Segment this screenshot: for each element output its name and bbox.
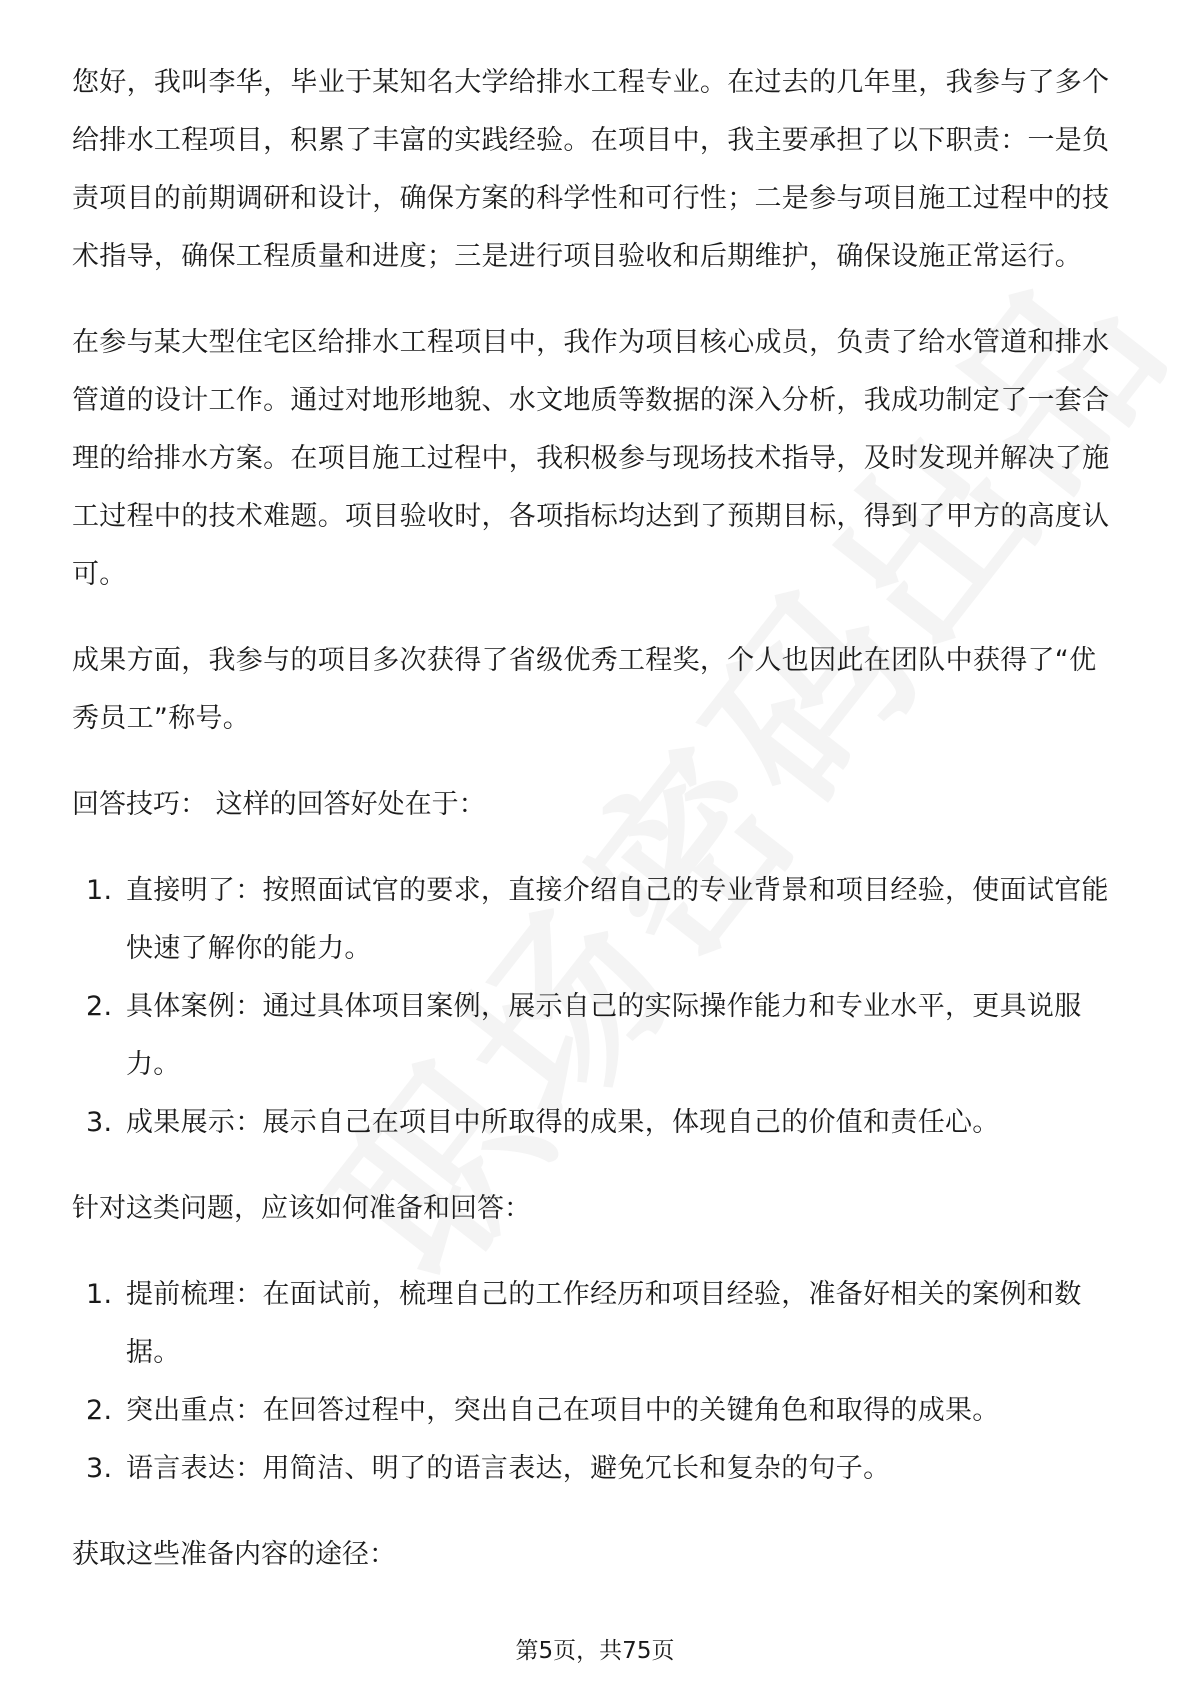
- tips-heading: 回答技巧： 这样的回答好处在于：: [72, 789, 486, 820]
- list-item-text: 语言表达：用简洁、明了的语言表达，避免冗长和复杂的句子。: [126, 1453, 891, 1484]
- list-item: [72, 1382, 1122, 1440]
- list-item-text: 直接明了：按照面试官的要求，直接介绍自己的专业背景和项目经验，使面试官能快速了解你的能力。: [126, 875, 1109, 964]
- prep-heading: 针对这类问题，应该如何准备和回答：: [72, 1193, 531, 1224]
- document-body: [72, 54, 1122, 1612]
- tips-list: [72, 862, 1122, 1152]
- list-item-text: 成果展示：展示自己在项目中所取得的成果，体现自己的价值和责任心。: [126, 1107, 1000, 1138]
- list-item: [72, 1266, 1122, 1382]
- list-number: 3.: [86, 1453, 113, 1484]
- list-item-text: 具体案例：通过具体项目案例，展示自己的实际操作能力和专业水平，更具说服力。: [126, 991, 1082, 1080]
- list-item: [72, 862, 1122, 978]
- list-item-text: 提前梳理：在面试前，梳理自己的工作经历和项目经验，准备好相关的案例和数据。: [126, 1279, 1082, 1368]
- list-item: [72, 1440, 1122, 1498]
- list-number: 1.: [86, 1279, 113, 1310]
- achievement-paragraph: 成果方面，我参与的项目多次获得了省级优秀工程奖，个人也因此在团队中获得了“优秀员工”称号。: [72, 645, 1097, 734]
- sources-heading: 获取这些准备内容的途径：: [72, 1539, 396, 1570]
- list-number: 1.: [86, 875, 113, 906]
- list-number: 2.: [86, 991, 113, 1022]
- list-number: 3.: [86, 1107, 113, 1138]
- page-number-footer: 第5页，共75页: [515, 1638, 675, 1664]
- list-item: [72, 1094, 1122, 1152]
- list-number: 2.: [86, 1395, 113, 1426]
- case-paragraph: 在参与某大型住宅区给排水工程项目中，我作为项目核心成员，负责了给水管道和排水管道的设计工作。通过对地形地貌、水文地质等数据的深入分析，我成功制定了一套合理的给排水方案。在项目施工过程中，我积极参与现场技术指导，及时发现并解决了施工过程中的技术难题。项目验收时，各项指标均达到了预期目标，得到了甲方的高度认可。: [72, 327, 1110, 590]
- list-item-text: 突出重点：在回答过程中，突出自己在项目中的关键角色和取得的成果。: [126, 1395, 1000, 1426]
- prep-list: [72, 1266, 1122, 1498]
- list-item: [72, 978, 1122, 1094]
- intro-paragraph: 您好，我叫李华，毕业于某知名大学给排水工程专业。在过去的几年里，我参与了多个给排水工程项目，积累了丰富的实践经验。在项目中，我主要承担了以下职责：一是负责项目的前期调研和设计，确保方案的科学性和可行性；二是参与项目施工过程中的技术指导，确保工程质量和进度；三是进行项目验收和后期维护，确保设施正常运行。: [72, 67, 1110, 272]
